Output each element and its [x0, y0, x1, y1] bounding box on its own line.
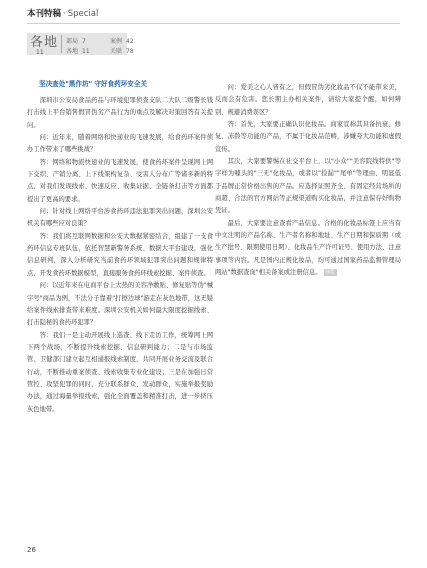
section-subtitle: Special: [67, 9, 99, 19]
article-title: 坚决查处"黑作坊" 守好食药环安全关: [39, 80, 148, 88]
stat-item: [110, 46, 134, 55]
stat-label: 关联: [110, 48, 123, 55]
stat-item: [110, 36, 134, 45]
article-paragraph: 其次，大家要警惕在社交平台上，以"小众""美容院线特供"等字样为噱头的"三无"化妆品，或者以"捡漏""尾单"等理由、明显低于品牌正常价格出售的产品。应选择证照齐全、有固定经营场所的商超、合法的官方网站等正规渠道购买化妆品，并注意保存好购物凭证。: [215, 158, 401, 215]
article-paragraph: 问：爱美之心人皆有之，但假冒伪劣化妆品不仅不能带来美，反而会有危害。您长期主办相关案件，请给大家提个醒，如何辨别、规避消费误区？: [215, 84, 401, 116]
article-right-column: [215, 82, 401, 280]
stat-label: 部局: [66, 38, 79, 45]
article-paragraph: 问：以近年来在电商平台上大热的美容净敷贴、修复贴等伪"械字号"商品为例，不法分子靠着"打擦边球"游走在灰色地带，这无疑给案件线索排查带来难度。深圳公安机关如何最大限度挖掘线索、打击隐秘的食药环犯罪？: [27, 282, 213, 327]
article-paragraph: 答：首先，大家要正确认识化妆品。商家宣称其具备抗衰、修复、冻龄等功能的产品，不属于化妆品范畴，涉嫌夸大功能和虚假宣传。: [215, 121, 401, 153]
source-tag: 钱佳: [325, 269, 335, 275]
header-divider: [27, 23, 400, 24]
section-header: [27, 7, 98, 19]
region-name: 各地: [30, 35, 59, 50]
stat-value: 7: [82, 38, 86, 45]
section-separator: ·: [63, 9, 66, 19]
article-paragraph: 答：我们一是主动开展线上巡查、线下走访工作，统筹网上网下两个战场，不断提升线索挖掘、信息研判能力；二是与市场监管、卫健部门建立起互相通报线索制度，共同开展业务交流及联合行动，不断推动重案侦查、线索收集专业化建设；三是在加强日常管控、攻坚犯罪的同时，充分联系群众、发动群众，实施举报奖励办法，通过海量举报线索，强化全面覆盖和精准打击，进一步挤压灰色地带。: [27, 331, 213, 413]
stat-label: 案例: [110, 38, 123, 45]
stat-item: [66, 46, 90, 55]
region-count: 11: [36, 49, 44, 56]
stat-value: 42: [126, 38, 134, 45]
article-paragraph: 问：近年来，随着网络和快递业的飞速发展，给食药环案件侦办工作带来了哪些挑战？: [27, 134, 213, 154]
article-paragraph-text: 最后，大家要注意查看产品信息。合格的化妆品标签上应当有中文注明的产品名称、生产者名称和地址、生产日期和保质期（或生产批号、限期使用日期）、化妆品生产许可证号、使用方法、注意事项等内容。凡是国内正规化妆品，均可通过国家药品监督管理局网站"数据查询"相关备案或注册信息。: [215, 219, 401, 277]
article-paragraph-last: [215, 218, 401, 280]
stat-item: [66, 36, 86, 45]
article-left-column: [27, 79, 213, 416]
stat-value: 11: [82, 48, 90, 55]
article-paragraph: 答：网络和物流快递业的飞速发展，使食药环案件呈现网上网下交织、产销分离、上下线架构复杂、受害人分布广等诸多新的特点，对我们发现线索、快速反应、收集证据、全链条打击等方面都提出了更高的要求。: [27, 158, 213, 203]
page-number: 26: [27, 546, 36, 554]
region-divider: [61, 35, 62, 53]
stat-label: 各地: [66, 48, 79, 55]
section-title: 本刊特稿: [27, 9, 62, 19]
article-paragraph: 答：我们将互联网数据和公安大数据紧密结合，组建了一支食药环信息专班队伍，依托智慧新警务系统、数据大平台建设，强化信息研判，深入分析研究当前食药环领域犯罪突出问题和规律特点，开发食药环数据模型，直接服务食药环线索挖掘、案件侦查。: [27, 232, 213, 277]
article-paragraph: 问：针对线上网络平台涉食药环违法犯罪突出问题，深圳公安机关有哪些应对良策？: [27, 208, 213, 228]
stat-value: 78: [126, 48, 134, 55]
article-paragraph: 深圳市公安局食品药品与环境犯罪侦查支队二大队二级警长钱打击线上平台销售假冒伪劣产品行为的重点及解决对策回答有关提问。: [27, 97, 213, 129]
